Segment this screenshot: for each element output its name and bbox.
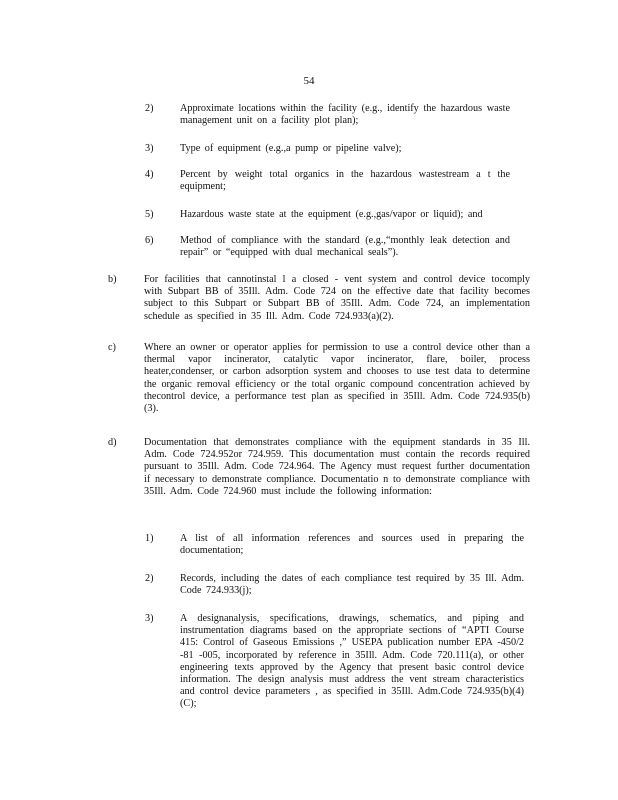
item-text: Type of equipment (e.g.,a pump or pipeline valve); xyxy=(180,143,402,154)
item-label: 1) xyxy=(145,533,154,544)
item-text: A designanalysis, specifications, drawings, schematics, and piping and instrumentation diagrams based on the appropriate sections of “APTI Course 415: Control of Gaseous Emissions ,” USEPA publication number EPA -450/2 -81 -005, incorporated by reference in 35Ill. Adm. Code 720.111(a), or other engineering texts approved by the Agency that present basic control device information. The design analysis must address the vent stream characteristics and control device parameters , as specified in 35Ill. Adm.Code 724.935(b)(4)(C); xyxy=(180,613,524,710)
item-text: Percent by weight total organics in the hazardous wastestream a t the equipment; xyxy=(180,169,510,193)
item-label: 3) xyxy=(145,143,154,154)
item-label: 5) xyxy=(145,209,154,220)
item-label: d) xyxy=(108,437,117,448)
item-text: Method of compliance with the standard (e.g.,“monthly leak detection and repair” or “equipped with dual mechanical seals”). xyxy=(180,235,510,259)
item-label: 4) xyxy=(145,169,154,180)
item-text: Hazardous waste state at the equipment (e.g.,gas/vapor or liquid); and xyxy=(180,209,483,220)
item-label: b) xyxy=(108,274,117,285)
item-label: 2) xyxy=(145,103,154,114)
item-label: 3) xyxy=(145,613,154,624)
item-text: A list of all information references and sources used in preparing the documentation; xyxy=(180,533,524,557)
item-text: Approximate locations within the facility (e.g., identify the hazardous waste management unit on a facility plot plan); xyxy=(180,103,510,127)
item-label: c) xyxy=(108,342,116,353)
page-number: 54 xyxy=(303,75,315,87)
item-label: 2) xyxy=(145,573,154,584)
item-text: Documentation that demonstrates compliance with the equipment standards in 35 Ill. Adm. Code 724.952or 724.959. This documentation must contain the records required pursuant to 35Ill. Adm. Code 724.964. The Agency must request further documentation if necessary to demonstrate compliance. Documentatio n to demonstrate compliance with 35Ill. Adm. Code 724.960 must include the following information: xyxy=(144,437,530,497)
item-text: Where an owner or operator applies for permission to use a control device other than a thermal vapor incinerator, catalytic vapor incinerator, flare, boiler, process heater,condenser, or carbon adsorption system and chooses to use test data to determine the organic removal efficiency or the total organic compound concentration achieved by thecontrol device, a performance test plan as specified in 35Ill. Adm. Code 724.935(b)(3). xyxy=(144,342,530,415)
item-label: 6) xyxy=(145,235,154,246)
item-text: Records, including the dates of each compliance test required by 35 Ill. Adm. Code 724.933(j); xyxy=(180,573,524,597)
item-text: For facilities that cannotinstal l a closed - vent system and control device tocomply with Subpart BB of 35Ill. Adm. Code 724 on the effective date that facility becomes subject to this Subpart or Subpart BB of 35Ill. Adm. Code 724, an implementation schedule as specified in 35 Ill. Adm. Code 724.933(a)(2). xyxy=(144,274,530,322)
